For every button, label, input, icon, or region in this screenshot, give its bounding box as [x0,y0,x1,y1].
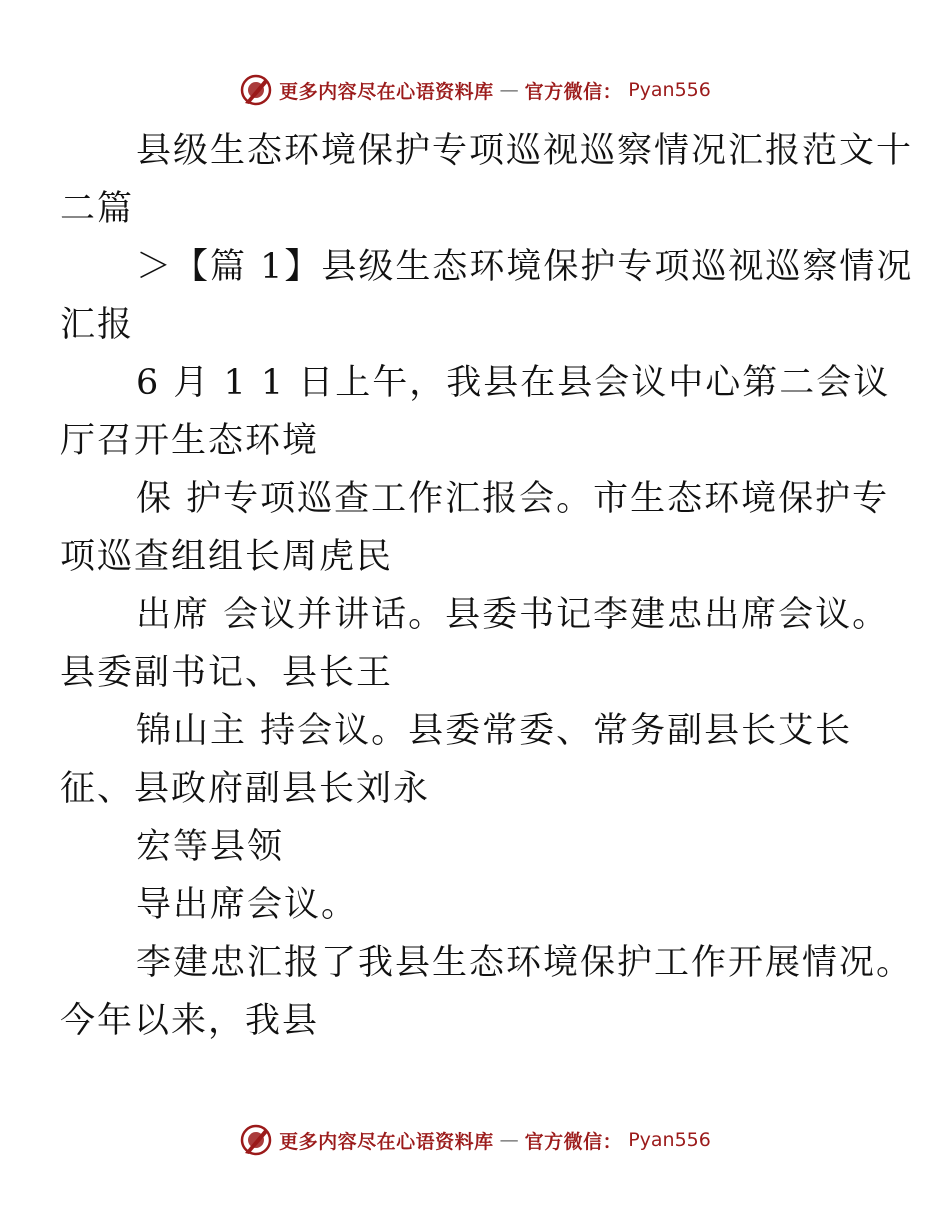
paragraph-line: 保 护专项巡查工作汇报会。市生态环境保护专 [136,479,890,519]
document-title [60,122,914,238]
watermark-label: 官方微信： [524,1130,623,1153]
document-body [60,122,914,1050]
paragraph-line: 出席 会议并讲话。县委书记李建忠出席会议。 [136,595,890,635]
paragraph-line: 今年以来，我县 [60,1001,320,1041]
header-watermark [0,70,950,110]
paragraph [60,934,914,1050]
watermark-separator: — [499,1129,519,1151]
section-heading [60,238,914,354]
paragraph [60,702,858,818]
paragraph [98,818,858,876]
paragraph-line: 李建忠汇报了我县生态环境保护工作开展情况。 [136,943,914,983]
paragraph [60,354,891,470]
quill-seal-icon [239,73,273,107]
paragraph-line: 导出席会议。 [136,885,359,925]
section-heading-line-2: 汇报 [60,305,135,345]
watermark-separator: — [499,79,519,101]
paragraph-line: 锦山主 持会议。县委常委、常务副县长艾长 [136,711,853,751]
paragraph-line: 项巡查组组长周虎民 [60,537,394,577]
paragraph-line: 厅召开生态环境 [60,421,320,461]
watermark-label: 官方微信： [524,80,623,103]
quill-seal-icon [239,1123,273,1157]
section-heading-line-1: ＞【篇 1】县级生态环境保护专项巡视巡察情况 [136,247,914,287]
paragraph [60,470,890,586]
paragraph-line: 6 月 1 1 日上午，我县在县会议中心第二会议 [136,363,891,403]
paragraph-line: 县委副书记、县长王 [60,653,394,693]
watermark-account: Pyan556 [628,79,711,101]
title-line-1: 县级生态环境保护专项巡视巡察情况汇报范文十 [136,131,914,171]
paragraph [60,586,890,702]
watermark-account: Pyan556 [628,1129,711,1151]
footer-watermark [0,1120,950,1160]
watermark-site-text: 更多内容尽在心语资料库 [279,1130,494,1153]
title-line-2: 二篇 [60,189,135,229]
watermark-site-text: 更多内容尽在心语资料库 [279,80,494,103]
paragraph-line: 征、县政府副县长刘永 [60,769,431,809]
paragraph-line: 宏等县领 [136,827,285,867]
paragraph [98,876,858,934]
